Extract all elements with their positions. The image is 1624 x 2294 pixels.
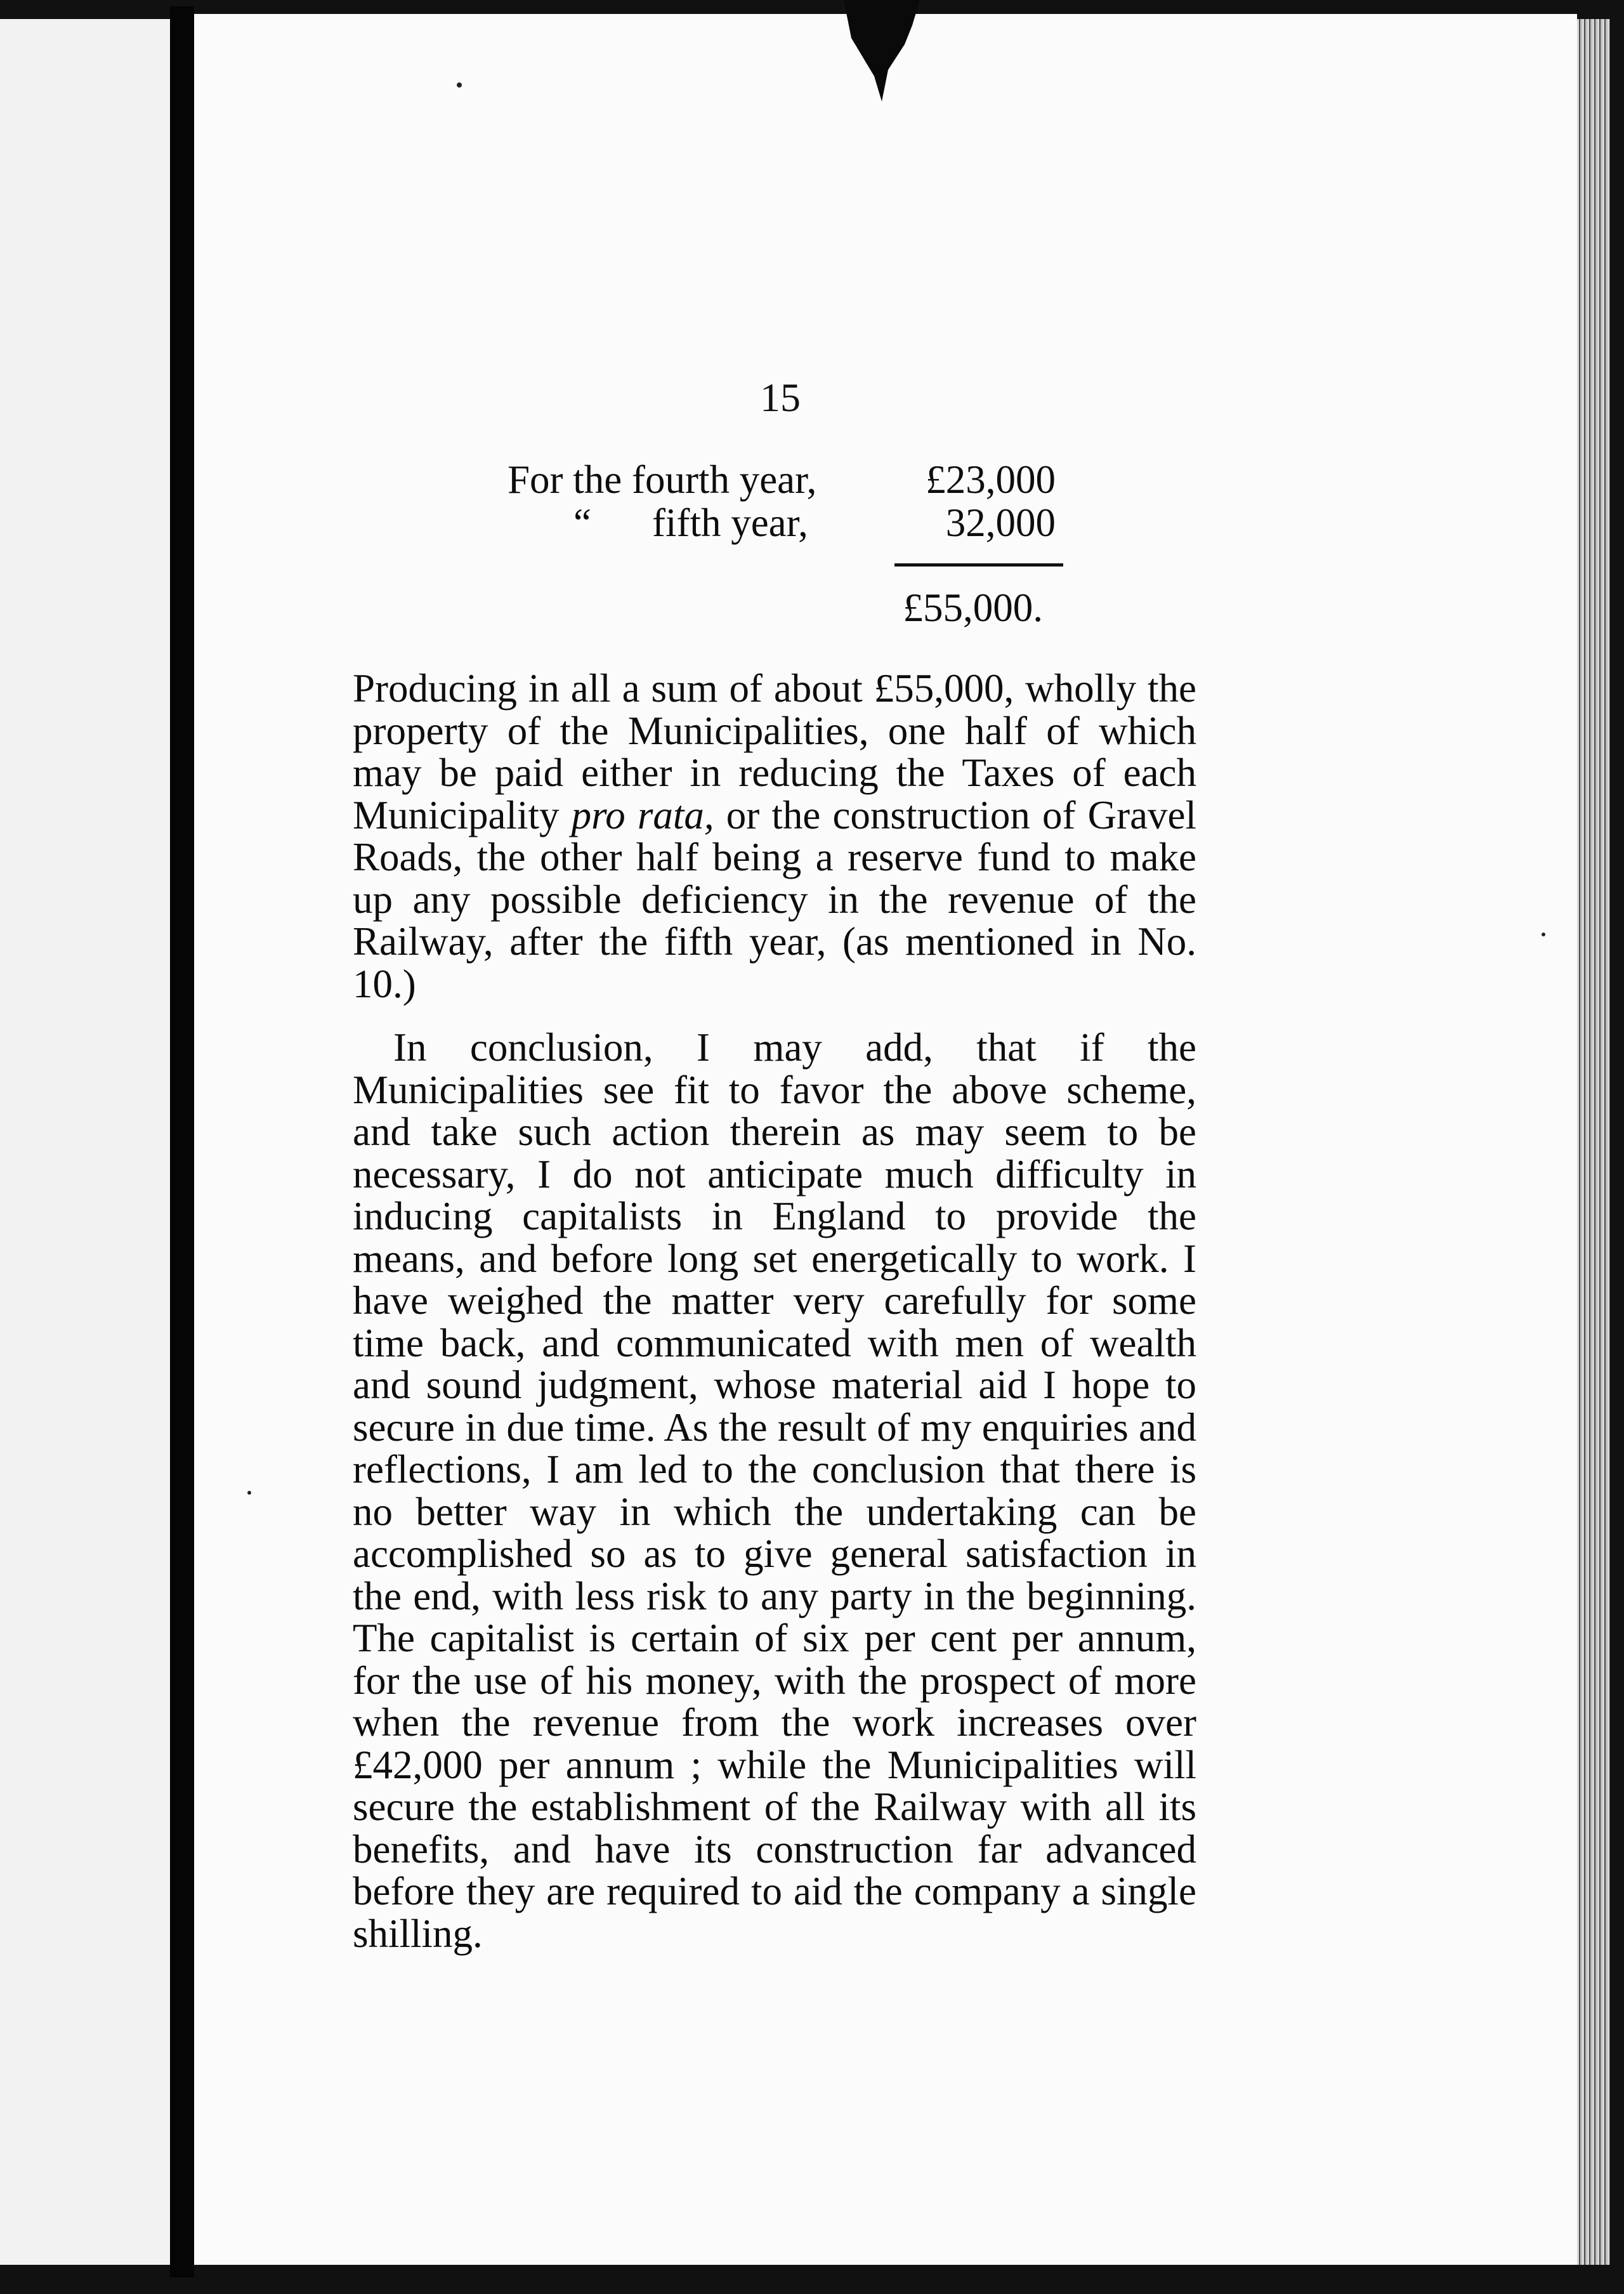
page-tear-mark [844, 0, 920, 108]
facing-page-edge [0, 19, 170, 2265]
ledger-row-fourth-year [508, 457, 1066, 501]
ledger-label: For the fourth year, [508, 457, 817, 502]
paragraph-text: Producing in all a sum of about £55,000, wholly the property of the Municipalities, one half of which may be paid either in reducing the Taxes of each Municipality [353, 666, 1196, 837]
ledger-total-amount: £55,000. [903, 586, 1043, 630]
ledger-amount: £23,000 [926, 457, 1056, 502]
paragraph-conclusion: In conclusion, I may add, that if the Municipalities see fit to favor the above scheme, and take such action therein as may seem to be necessary, I do not anticipate much difficulty in inducing capitalists in England to provide the means, and before long set energetically to work. I have weighed the matter very carefully for some time back, and communicated with men of wealth and sound judgment, whose material aid I hope to secure in due time. As the result of my enquiries and reflections, I am led to the conclusion that there is no better way in which the undertaking can be accomplished so as to give general satisfaction in the end, with less risk to any party in the beginning. The capitalist is certain of six per cent per annum, for the use of his money, with the prospect of more when the revenue from the work increases over £42,000 per annum ; while the Municipalities will secure the establishment of the Railway with all its benefits, and have its construction far advanced before they are required to aid the company a single shilling. [353, 1025, 1196, 1956]
paragraph-revenue-summary [353, 667, 1196, 1005]
paragraph-text: or the construction of Gravel Roads, the other half being a reserve fund to make up any possible deficiency in the revenue of the Railway, after the fifth year, (as mentioned in No. 10.) [353, 792, 1197, 1006]
ledger-label: fifth year, [652, 501, 808, 545]
book-gutter [170, 6, 194, 2278]
ledger-total [508, 585, 1066, 629]
page-stack-edge [1577, 19, 1610, 2265]
sum-rule [894, 563, 1063, 567]
italic-phrase: pro rata, [571, 792, 714, 837]
page-number: 15 [760, 375, 801, 420]
ditto-mark: “ [573, 501, 591, 545]
ledger-row-fifth-year [508, 500, 1066, 544]
ledger-amount: 32,000 [945, 501, 1056, 545]
